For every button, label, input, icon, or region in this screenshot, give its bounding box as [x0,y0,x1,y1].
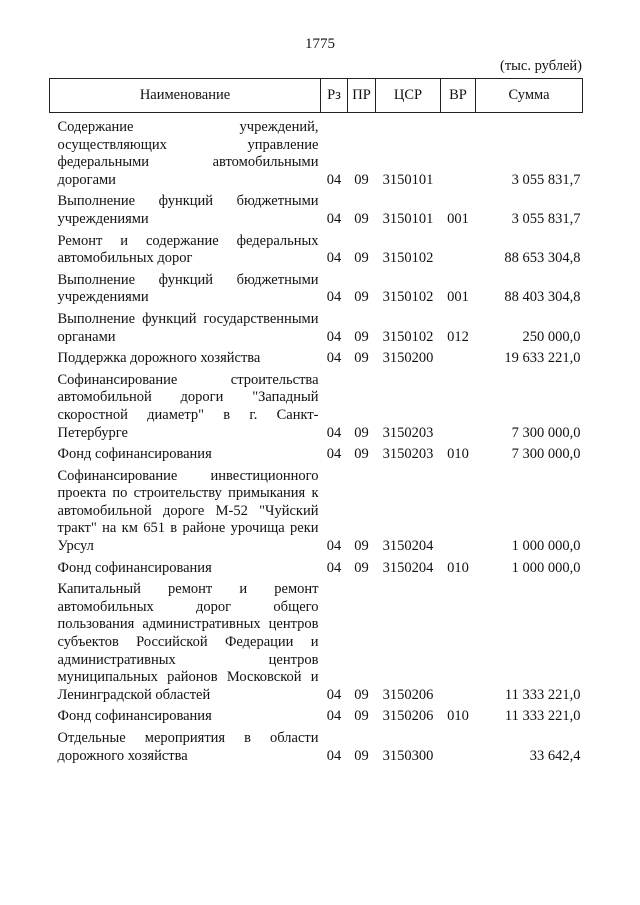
row-sum: 1 000 000,0 [511,538,581,555]
row-name: Фонд софинансирования [57,708,212,725]
table-row [50,113,583,190]
row-rz: 04 [326,538,342,555]
row-name: Выполнение функций бюджетными учреждениями [57,193,319,227]
row-vr [441,346,476,368]
row-name: Фонд софинансирования [57,446,212,463]
row-vr [441,113,476,190]
row-sum: 3 055 831,7 [511,171,581,188]
row-name: Ремонт и содержание федеральных автомобильных дорог [57,232,319,267]
row-name: Софинансирование строительства автомобильной дороги "Западный скоростной диаметр" в г. Санкт-Петербурге [57,371,319,441]
budget-table [49,78,583,765]
row-sum: 7 300 000,0 [511,424,581,441]
table-row [50,268,583,307]
units-label: (тыс. рублей) [500,58,582,74]
row-sum: 88 403 304,8 [504,289,581,306]
row-rz: 04 [326,424,342,441]
header-rz: Рз [321,79,348,113]
row-name: Отдельные мероприятия в области дорожного хозяйства [57,730,319,764]
row-csr: 3150102 [382,250,434,267]
table-row [50,726,583,765]
row-sum: 33 642,4 [529,747,581,764]
row-pr: 09 [354,328,369,345]
table-header [50,79,583,113]
table-row [50,307,583,346]
row-pr: 09 [354,250,369,267]
row-csr: 3150102 [382,328,434,345]
row-name: Поддержка дорожного хозяйства [57,350,261,367]
row-pr: 09 [354,424,369,441]
row-pr: 09 [354,350,369,367]
header-pr: ПР [348,79,376,113]
row-pr: 09 [354,289,369,306]
table-row [50,368,583,442]
header-csr: ЦСР [376,79,441,113]
row-vr: 012 [447,328,469,345]
row-vr [441,229,476,268]
row-rz: 04 [326,210,342,227]
row-csr: 3150102 [382,289,434,306]
row-vr [441,726,476,765]
row-pr: 09 [354,171,369,188]
row-rz: 04 [326,708,342,725]
row-vr: 010 [447,708,469,725]
row-csr: 3150200 [382,350,434,367]
row-pr: 09 [354,708,369,725]
row-pr: 09 [354,747,369,764]
row-name: Выполнение функций государственными органами [57,310,319,345]
row-vr: 001 [447,289,469,306]
row-csr: 3150206 [382,708,434,725]
row-vr: 010 [447,559,469,576]
row-name: Софинансирование инвестиционного проекта по строительству примыкания к автомобильной дороге М-52 "Чуйский тракт" на км 651 в районе урочища реки Урсул [57,467,319,555]
row-csr: 3150101 [382,171,434,188]
table-row [50,346,583,368]
row-pr: 09 [354,538,369,555]
page-number: 1775 [305,36,335,52]
row-pr: 09 [354,559,369,576]
row-vr [441,368,476,442]
row-csr: 3150203 [382,446,434,463]
row-rz: 04 [326,171,342,188]
row-vr: 010 [447,446,469,463]
header-name: Наименование [50,79,321,113]
row-sum: 11 333 221,0 [504,708,581,725]
row-csr: 3150203 [382,424,434,441]
row-vr [441,464,476,556]
table-row [50,556,583,578]
header-vr: ВР [441,79,476,113]
row-pr: 09 [354,686,369,703]
row-rz: 04 [326,559,342,576]
row-rz: 04 [326,446,342,463]
table-row [50,577,583,704]
row-name: Выполнение функций бюджетными учреждениями [57,271,319,306]
row-sum: 11 333 221,0 [504,686,581,703]
row-rz: 04 [326,289,342,306]
row-sum: 88 653 304,8 [504,250,581,267]
row-name: Капитальный ремонт и ремонт автомобильных дорог общего пользования административных центров субъектов Российской Федерации и административных центров муниципальных районов Московской и Ленинградской областей [57,581,319,703]
row-rz: 04 [326,686,342,703]
row-sum: 7 300 000,0 [511,446,581,463]
row-name: Фонд софинансирования [57,559,212,576]
row-rz: 04 [326,350,342,367]
row-sum: 1 000 000,0 [511,559,581,576]
row-pr: 09 [354,446,369,463]
row-csr: 3150300 [382,747,434,764]
row-csr: 3150204 [382,559,434,576]
row-vr: 001 [447,210,469,227]
row-sum: 19 633 221,0 [504,350,581,367]
header-sum: Сумма [476,79,583,113]
row-csr: 3150204 [382,538,434,555]
row-rz: 04 [326,328,342,345]
row-csr: 3150101 [382,210,434,227]
table-row [50,464,583,556]
table-row [50,229,583,268]
row-sum: 250 000,0 [522,328,581,345]
table-row [50,704,583,726]
row-csr: 3150206 [382,686,434,703]
row-rz: 04 [326,747,342,764]
row-vr [441,577,476,704]
row-sum: 3 055 831,7 [511,210,581,227]
row-rz: 04 [326,250,342,267]
row-pr: 09 [354,210,369,227]
table-row [50,442,583,464]
row-name: Содержание учреждений, осуществляющих управление федеральными автомобильными дорогами [57,119,319,188]
table-row [50,189,583,228]
